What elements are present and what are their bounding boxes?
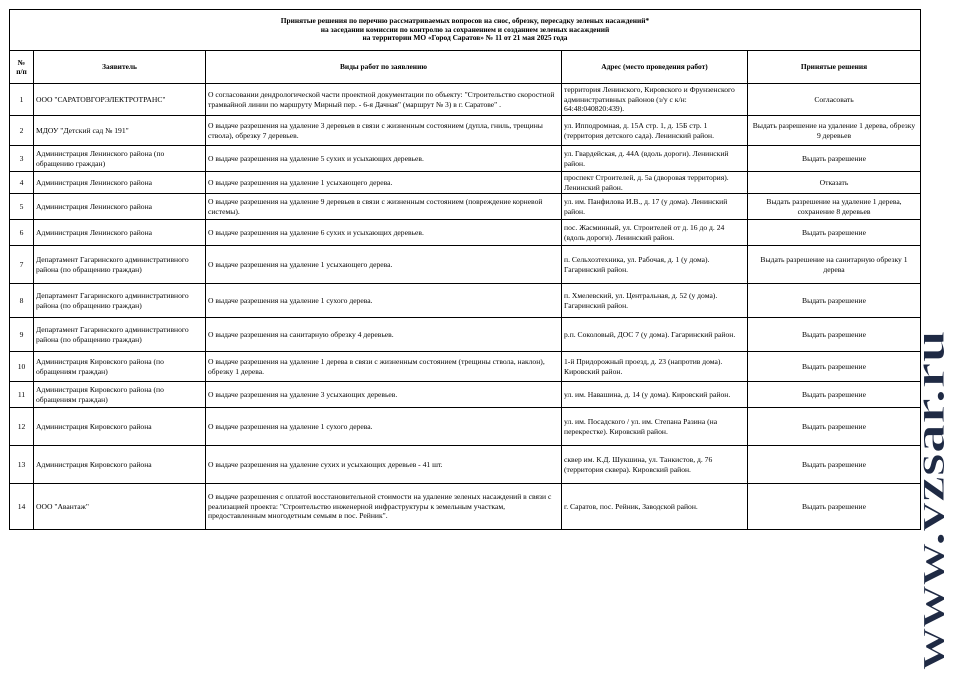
- title-line-1: Принятые решения по перечню рассматриваемых вопросов на снос, обрезку, пересадку зеленых насаждений*: [280, 15, 650, 25]
- address-cell: проспект Строителей, д. 5а (дворовая территория). Ленинский район.: [562, 172, 748, 194]
- table-row: [10, 446, 921, 484]
- header-work: Виды работ по заявлению: [206, 51, 562, 84]
- header-address: Адрес (место проведения работ): [562, 51, 748, 84]
- work-cell: О выдаче разрешения на санитарную обрезку 4 деревьев.: [206, 318, 562, 352]
- row-number: 11: [10, 382, 34, 408]
- work-cell: О выдаче разрешения с оплатой восстановительной стоимости на удаление зеленых насаждений в связи с реализацией проекта: "Строительство инженерной инфраструктуры к земельным участкам, предоставленным многодетным семьям в пос. Рейник".: [206, 484, 562, 530]
- table-row: [10, 408, 921, 446]
- row-number: 7: [10, 246, 34, 284]
- decision-cell: Отказать: [748, 172, 921, 194]
- address-cell: р.п. Соколовый, ДОС 7 (у дома). Гагаринский район.: [562, 318, 748, 352]
- work-cell: О выдаче разрешения на удаление 3 деревьев в связи с жизненным состоянием (дупла, гниль, трещины ствола), обрезку 7 деревьев.: [206, 116, 562, 146]
- table-row: [10, 382, 921, 408]
- decision-cell: Согласовать: [748, 84, 921, 116]
- work-cell: О согласовании дендрологической части проектной документации по объекту: "Строительство скоростной трамвайной линии по маршруту Мирный пер. - 6-я Дачная" (маршрут № 3) в г. Саратове" .: [206, 84, 562, 116]
- table-row: [10, 484, 921, 530]
- address-cell: 1-й Придорожный проезд, д. 23 (напротив дома). Кировский район.: [562, 352, 748, 382]
- address-cell: территория Ленинского, Кировского и Фрунзенского административных районов (з/у с к/н: 64:48:040820:439).: [562, 84, 748, 116]
- row-number: 13: [10, 446, 34, 484]
- applicant-cell: Администрация Кировского района (по обращениям граждан): [34, 382, 206, 408]
- address-cell: г. Саратов, пос. Рейник, Заводской район.: [562, 484, 748, 530]
- row-number: 3: [10, 146, 34, 172]
- row-number: 10: [10, 352, 34, 382]
- title-row: [10, 10, 921, 51]
- table-row: [10, 318, 921, 352]
- header-num-line1: №: [17, 57, 26, 67]
- table-row: [10, 172, 921, 194]
- watermark-text: www.vzsar.ru: [905, 414, 954, 670]
- row-number: 12: [10, 408, 34, 446]
- decision-cell: Выдать разрешение: [748, 220, 921, 246]
- address-cell: п. Сельхозтехника, ул. Рабочая, д. 1 (у дома). Гагаринский район.: [562, 246, 748, 284]
- row-number: 9: [10, 318, 34, 352]
- address-cell: ул. Ипподромная, д. 15А стр. 1, д. 15Б стр. 1 (территория детского сада). Ленинский район.: [562, 116, 748, 146]
- document-title: [10, 10, 921, 51]
- address-cell: ул. им. Панфилова И.В., д. 17 (у дома). Ленинский район.: [562, 194, 748, 220]
- decision-cell: Выдать разрешение: [748, 484, 921, 530]
- applicant-cell: Администрация Ленинского района (по обращению граждан): [34, 146, 206, 172]
- applicant-cell: Департамент Гагаринского административного района (по обращению граждан): [34, 246, 206, 284]
- row-number: 6: [10, 220, 34, 246]
- decision-cell: Выдать разрешение на удаление 1 дерева, обрезку 9 деревьев: [748, 116, 921, 146]
- applicant-cell: Администрация Кировского района (по обращениям граждан): [34, 352, 206, 382]
- address-cell: п. Хмелевский, ул. Центральная, д. 52 (у дома). Гагаринский район.: [562, 284, 748, 318]
- table-row: [10, 84, 921, 116]
- row-number: 5: [10, 194, 34, 220]
- table-row: [10, 220, 921, 246]
- table-row: [10, 146, 921, 172]
- watermark-logo: [905, 320, 958, 670]
- decision-cell: Выдать разрешение: [748, 352, 921, 382]
- work-cell: О выдаче разрешения на удаление 9 деревьев в связи с жизненным состоянием (повреждение корневой системы).: [206, 194, 562, 220]
- table-row: [10, 116, 921, 146]
- applicant-cell: Администрация Кировского района: [34, 446, 206, 484]
- applicant-cell: Департамент Гагаринского административного района (по обращению граждан): [34, 318, 206, 352]
- applicant-cell: Администрация Ленинского района: [34, 194, 206, 220]
- header-num: [10, 51, 34, 84]
- applicant-cell: ООО "Авантаж": [34, 484, 206, 530]
- header-row: [10, 51, 921, 84]
- work-cell: О выдаче разрешения на удаление 1 дерева в связи с жизненным состоянием (трещины ствола, наклон), обрезку 1 дерева.: [206, 352, 562, 382]
- decisions-table: [9, 9, 921, 530]
- decision-cell: Выдать разрешение: [748, 446, 921, 484]
- address-cell: ул. Гвардейская, д. 44А (вдоль дороги). Ленинский район.: [562, 146, 748, 172]
- applicant-cell: Департамент Гагаринского административного района (по обращению граждан): [34, 284, 206, 318]
- decision-cell: Выдать разрешение: [748, 408, 921, 446]
- title-line-2: на заседании комиссии по контролю за сохранением и созданием зеленых насаждений: [320, 24, 610, 34]
- work-cell: О выдаче разрешения на удаление 1 усыхающего дерева.: [206, 246, 562, 284]
- table-row: [10, 246, 921, 284]
- work-cell: О выдаче разрешения на удаление 3 усыхающих деревьев.: [206, 382, 562, 408]
- decision-cell: Выдать разрешение на удаление 1 дерева, сохранение 8 деревьев: [748, 194, 921, 220]
- row-number: 1: [10, 84, 34, 116]
- applicant-cell: ООО "САРАТОВГОРЭЛЕКТРОТРАНС": [34, 84, 206, 116]
- row-number: 8: [10, 284, 34, 318]
- address-cell: ул. им. Посадского / ул. им. Степана Разина (на перекрестке). Кировский район.: [562, 408, 748, 446]
- table-row: [10, 284, 921, 318]
- header-num-line2: п/п: [16, 67, 27, 76]
- work-cell: О выдаче разрешения на удаление сухих и усыхающих деревьев - 41 шт.: [206, 446, 562, 484]
- title-line-3: на территории МО «Город Саратов» № 11 от 21 мая 2025 года: [362, 33, 568, 43]
- table-row: [10, 194, 921, 220]
- decision-cell: Выдать разрешение: [748, 146, 921, 172]
- address-cell: сквер им. К.Д. Шукшина, ул. Танкистов, д. 76 (территория сквера). Кировский район.: [562, 446, 748, 484]
- decision-cell: Выдать разрешение на санитарную обрезку 1 дерева: [748, 246, 921, 284]
- applicant-cell: МДОУ "Детский сад № 191": [34, 116, 206, 146]
- decision-cell: Выдать разрешение: [748, 318, 921, 352]
- address-cell: пос. Жасминный, ул. Строителей от д. 16 до д. 24 (вдоль дороги). Ленинский район.: [562, 220, 748, 246]
- table-row: [10, 352, 921, 382]
- header-decision: Принятые решения: [748, 51, 921, 84]
- header-applicant: Заявитель: [34, 51, 206, 84]
- applicant-cell: Администрация Ленинского района: [34, 220, 206, 246]
- applicant-cell: Администрация Кировского района: [34, 408, 206, 446]
- decision-cell: Выдать разрешение: [748, 284, 921, 318]
- row-number: 14: [10, 484, 34, 530]
- applicant-cell: Администрация Ленинского района: [34, 172, 206, 194]
- row-number: 4: [10, 172, 34, 194]
- work-cell: О выдаче разрешения на удаление 1 сухого дерева.: [206, 284, 562, 318]
- work-cell: О выдаче разрешения на удаление 6 сухих и усыхающих деревьев.: [206, 220, 562, 246]
- row-number: 2: [10, 116, 34, 146]
- work-cell: О выдаче разрешения на удаление 1 усыхающего дерева.: [206, 172, 562, 194]
- decision-cell: Выдать разрешение: [748, 382, 921, 408]
- work-cell: О выдаче разрешения на удаление 1 сухого дерева.: [206, 408, 562, 446]
- work-cell: О выдаче разрешения на удаление 5 сухих и усыхающих деревьев.: [206, 146, 562, 172]
- address-cell: ул. им. Навашина, д. 14 (у дома). Кировский район.: [562, 382, 748, 408]
